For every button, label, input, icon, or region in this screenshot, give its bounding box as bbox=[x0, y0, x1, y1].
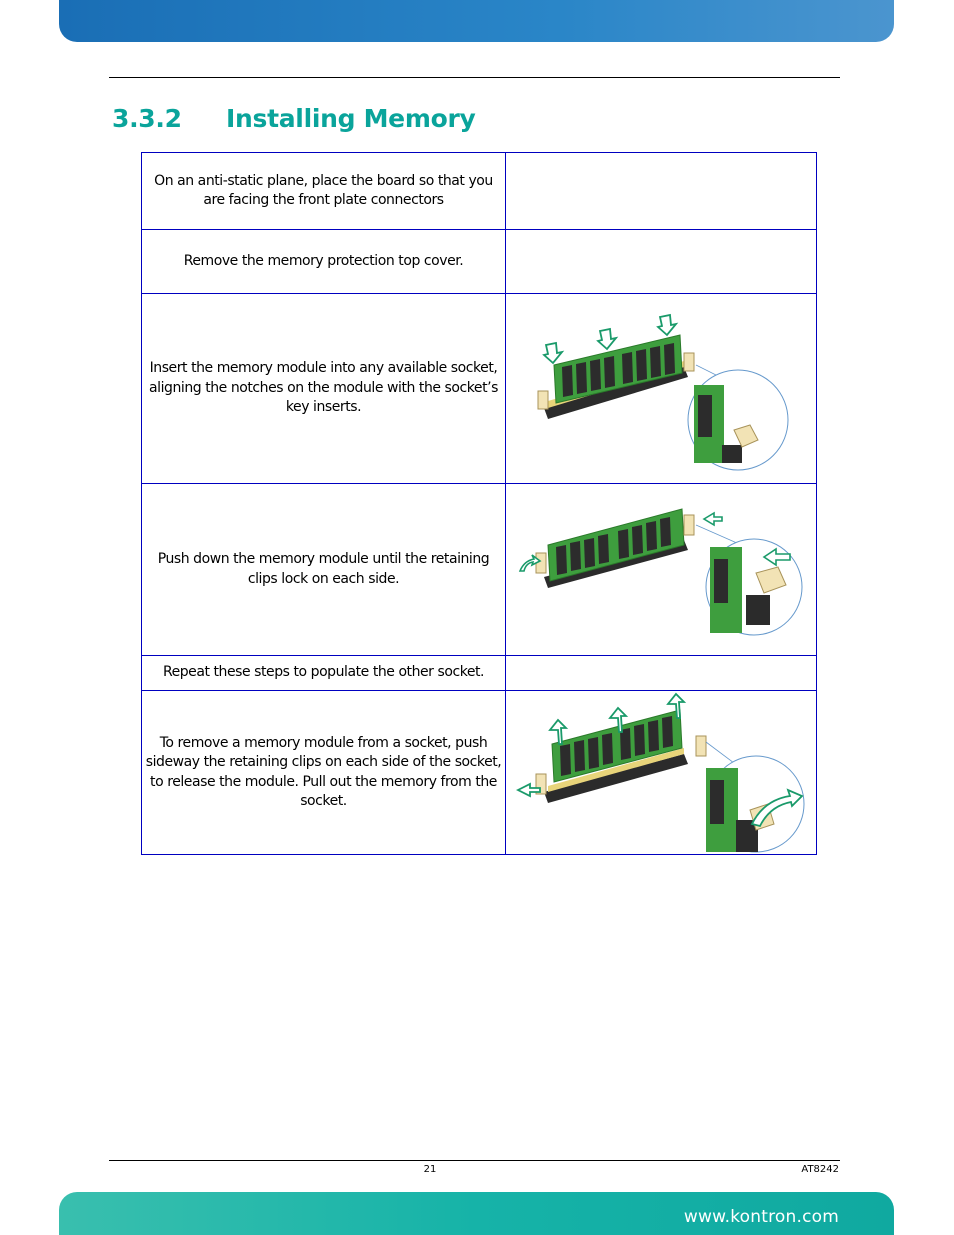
header-rule bbox=[109, 77, 840, 78]
step-row bbox=[142, 691, 817, 855]
section-heading bbox=[112, 104, 476, 133]
step-row bbox=[142, 230, 817, 294]
bottom-banner bbox=[59, 1192, 894, 1235]
document-code: AT8242 bbox=[801, 1164, 839, 1175]
step-text: Remove the memory protection top cover. bbox=[142, 230, 506, 294]
top-banner bbox=[59, 0, 894, 42]
step-text: To remove a memory module from a socket, push sideway the retaining clips on each side of the socket, to release the module. Pull out the memory from the socket. bbox=[142, 691, 506, 855]
step-text: Push down the memory module until the retaining clips lock on each side. bbox=[142, 484, 506, 656]
zoom-socket bbox=[746, 595, 770, 625]
zoom-chip bbox=[698, 395, 712, 437]
left-clip bbox=[538, 391, 548, 409]
step-row bbox=[142, 656, 817, 691]
right-clip bbox=[696, 736, 706, 756]
section-title: Installing Memory bbox=[226, 104, 476, 133]
right-clip bbox=[684, 353, 694, 371]
page-number: 21 bbox=[423, 1164, 437, 1175]
footer-rule bbox=[109, 1160, 840, 1161]
step-image-empty bbox=[506, 656, 817, 691]
installation-steps-table bbox=[141, 152, 817, 855]
step-image-empty bbox=[506, 153, 817, 230]
step-text: Insert the memory module into any available socket, aligning the notches on the module with the socket’s key inserts. bbox=[142, 294, 506, 484]
zoom-chip bbox=[710, 780, 724, 824]
step-row bbox=[142, 153, 817, 230]
step-image bbox=[506, 691, 817, 855]
lock-module-illustration bbox=[506, 485, 816, 655]
remove-module-illustration bbox=[506, 692, 816, 854]
step-row bbox=[142, 484, 817, 656]
zoom-socket bbox=[722, 445, 742, 463]
insert-module-illustration bbox=[506, 295, 816, 483]
step-row bbox=[142, 294, 817, 484]
zoom-chip bbox=[714, 559, 728, 603]
step-text: Repeat these steps to populate the other socket. bbox=[142, 656, 506, 691]
step-image bbox=[506, 484, 817, 656]
step-image-empty bbox=[506, 230, 817, 294]
step-image bbox=[506, 294, 817, 484]
right-clip bbox=[684, 515, 694, 535]
website-link[interactable]: www.kontron.com bbox=[683, 1207, 839, 1227]
step-text: On an anti-static plane, place the board so that you are facing the front plate connectors bbox=[142, 153, 506, 230]
section-number: 3.3.2 bbox=[112, 104, 182, 133]
